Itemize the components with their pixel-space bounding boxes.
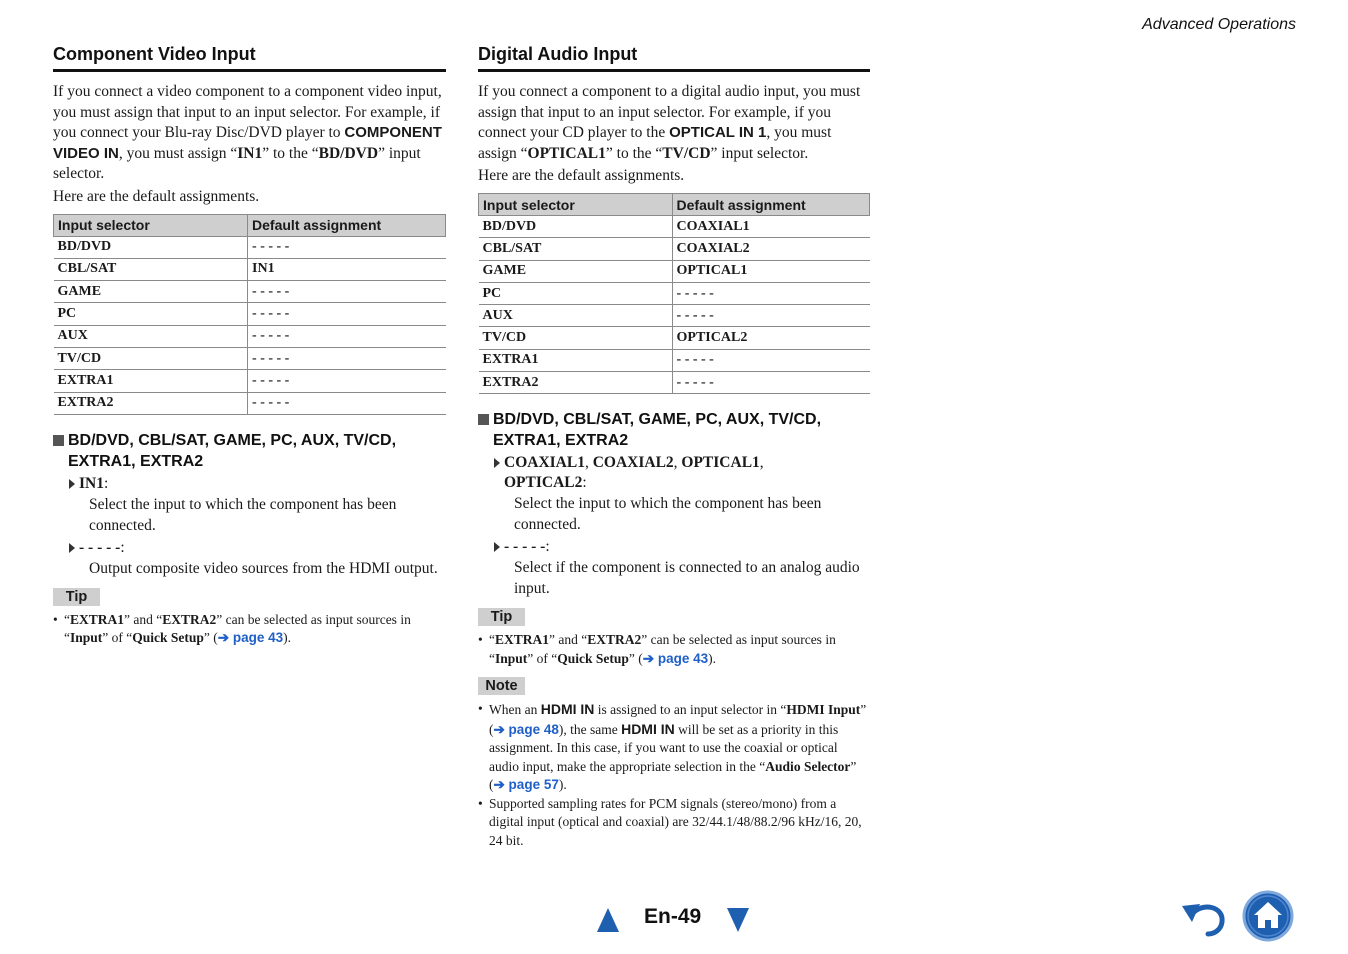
table-cell: - - - - - <box>248 370 446 392</box>
right-column <box>478 44 870 850</box>
component-video-intro: If you connect a video component to a component video input, you must assign that input to an input selector. For example, if you connect your Blu-ray Disc/DVD player to COMPONENT VIDEO IN, you must assign “IN1” to the “BD/DVD” input selector. <box>53 83 442 182</box>
table-row <box>54 303 446 325</box>
table-cell: PC <box>479 282 673 304</box>
digital-audio-intro: If you connect a component to a digital audio input, you must assign that input to an input selector. For example, if you connect your CD player to the OPTICAL IN 1, you must assign “OPTICAL1” to the “TV/CD” input selector. <box>478 83 861 162</box>
triangle-right-icon <box>494 542 500 552</box>
table-cell: CBL/SAT <box>479 238 673 260</box>
table-header-row <box>54 214 446 236</box>
defaults-text: Here are the default assignments. <box>478 167 685 184</box>
table-cell: CBL/SAT <box>54 258 248 280</box>
table-row <box>54 258 446 280</box>
selectors-heading: BD/DVD, CBL/SAT, GAME, PC, AUX, TV/CD, EXTRA1, EXTRA2 <box>53 430 446 472</box>
table-cell: - - - - - <box>248 236 446 258</box>
table-row <box>479 305 870 327</box>
note-item: • Supported sampling rates for PCM signals (stereo/mono) from a digital input (optical and coaxial) are 32/44.1/48/88.2/96 kHz/16, 20, 24 bit. <box>478 795 862 848</box>
table-row <box>479 327 870 349</box>
option-none: - - - - -: <box>69 538 446 558</box>
table-row <box>54 281 446 303</box>
table-cell: - - - - - <box>672 305 869 327</box>
left-column <box>53 44 446 648</box>
note-item: • When an HDMI IN is assigned to an input selector in “HDMI Input” (➔ page 48), the same HDMI IN will be set as a priority in this assignment. In this case, if you want to use the coaxial or optical audio input, make the appropriate selection in the “Audio Selector” (➔ page 57). <box>478 701 867 793</box>
table-row <box>479 216 870 238</box>
table-row <box>54 392 446 414</box>
table-cell: - - - - - <box>248 325 446 347</box>
table-cell: - - - - - <box>248 281 446 303</box>
table-cell: AUX <box>54 325 248 347</box>
component-video-title: Component Video Input <box>53 44 446 72</box>
tip-item: • “EXTRA1” and “EXTRA2” can be selected as input sources in “Input” of “Quick Setup” (➔ page 43). <box>53 611 411 646</box>
component-assignment-table <box>53 214 446 415</box>
table-cell: OPTICAL1 <box>672 260 869 282</box>
table-header: Input selector <box>54 214 248 236</box>
table-row <box>479 372 870 394</box>
table-row <box>54 325 446 347</box>
table-cell: BD/DVD <box>479 216 673 238</box>
option-digital-inputs: COAXIAL1, COAXIAL2, OPTICAL1, OPTICAL2: <box>494 453 870 493</box>
table-cell: BD/DVD <box>54 236 248 258</box>
note-label: Note <box>478 677 525 695</box>
page-57-link[interactable]: ➔ page 57 <box>493 777 559 793</box>
page-48-link[interactable]: ➔ page 48 <box>493 721 559 737</box>
table-row <box>54 370 446 392</box>
next-page-arrow-icon[interactable] <box>727 908 749 932</box>
table-row <box>479 260 870 282</box>
option-description: Select the input to which the component has been connected. <box>89 495 397 534</box>
digital-assignment-table <box>478 193 870 394</box>
table-cell: OPTICAL2 <box>672 327 869 349</box>
table-cell: AUX <box>479 305 673 327</box>
table-cell: EXTRA1 <box>479 349 673 371</box>
table-cell: GAME <box>479 260 673 282</box>
table-cell: - - - - - <box>248 392 446 414</box>
table-cell: - - - - - <box>248 347 446 369</box>
table-header-row <box>479 194 870 216</box>
table-header: Default assignment <box>672 194 869 216</box>
table-row <box>479 349 870 371</box>
home-icon[interactable] <box>1242 890 1294 942</box>
selectors-heading: BD/DVD, CBL/SAT, GAME, PC, AUX, TV/CD, EXTRA1, EXTRA2 <box>478 409 870 451</box>
triangle-right-icon <box>69 479 75 489</box>
table-cell: EXTRA2 <box>479 372 673 394</box>
triangle-right-icon <box>494 458 500 468</box>
table-cell: TV/CD <box>54 347 248 369</box>
triangle-right-icon <box>69 543 75 553</box>
footer-nav <box>0 900 1348 940</box>
table-cell: GAME <box>54 281 248 303</box>
table-cell: COAXIAL2 <box>672 238 869 260</box>
section-title: Advanced Operations <box>1142 16 1296 33</box>
table-cell: EXTRA2 <box>54 392 248 414</box>
back-icon[interactable] <box>1180 900 1228 938</box>
table-row <box>54 347 446 369</box>
table-cell: EXTRA1 <box>54 370 248 392</box>
table-header: Input selector <box>479 194 673 216</box>
defaults-text: Here are the default assignments. <box>53 187 260 205</box>
option-in1: IN1: <box>69 474 446 494</box>
table-cell: PC <box>54 303 248 325</box>
table-header: Default assignment <box>248 214 446 236</box>
table-row <box>479 282 870 304</box>
table-cell: TV/CD <box>479 327 673 349</box>
table-cell: - - - - - <box>672 372 869 394</box>
table-row <box>479 238 870 260</box>
page-43-link[interactable]: ➔ page 43 <box>642 650 709 666</box>
tip-label: Tip <box>53 588 100 606</box>
option-description: Select if the component is connected to an analog audio input. <box>514 559 860 598</box>
page-number: En-49 <box>644 905 702 928</box>
table-cell: - - - - - <box>672 349 869 371</box>
square-bullet-icon <box>53 435 64 446</box>
previous-page-arrow-icon[interactable] <box>597 908 619 932</box>
table-cell: - - - - - <box>248 303 446 325</box>
table-cell: IN1 <box>248 258 446 280</box>
tip-label: Tip <box>478 608 525 626</box>
digital-audio-title: Digital Audio Input <box>478 44 870 72</box>
option-none: - - - - -: <box>494 537 870 557</box>
page-43-link[interactable]: ➔ page 43 <box>217 630 284 646</box>
table-row <box>54 236 446 258</box>
square-bullet-icon <box>478 414 489 425</box>
option-description: Select the input to which the component has been connected. <box>514 495 822 534</box>
table-cell: COAXIAL1 <box>672 216 869 238</box>
option-description: Output composite video sources from the HDMI output. <box>89 559 438 577</box>
table-cell: - - - - - <box>672 282 869 304</box>
tip-item: • “EXTRA1” and “EXTRA2” can be selected as input sources in “Input” of “Quick Setup” (➔ page 43). <box>478 632 836 666</box>
